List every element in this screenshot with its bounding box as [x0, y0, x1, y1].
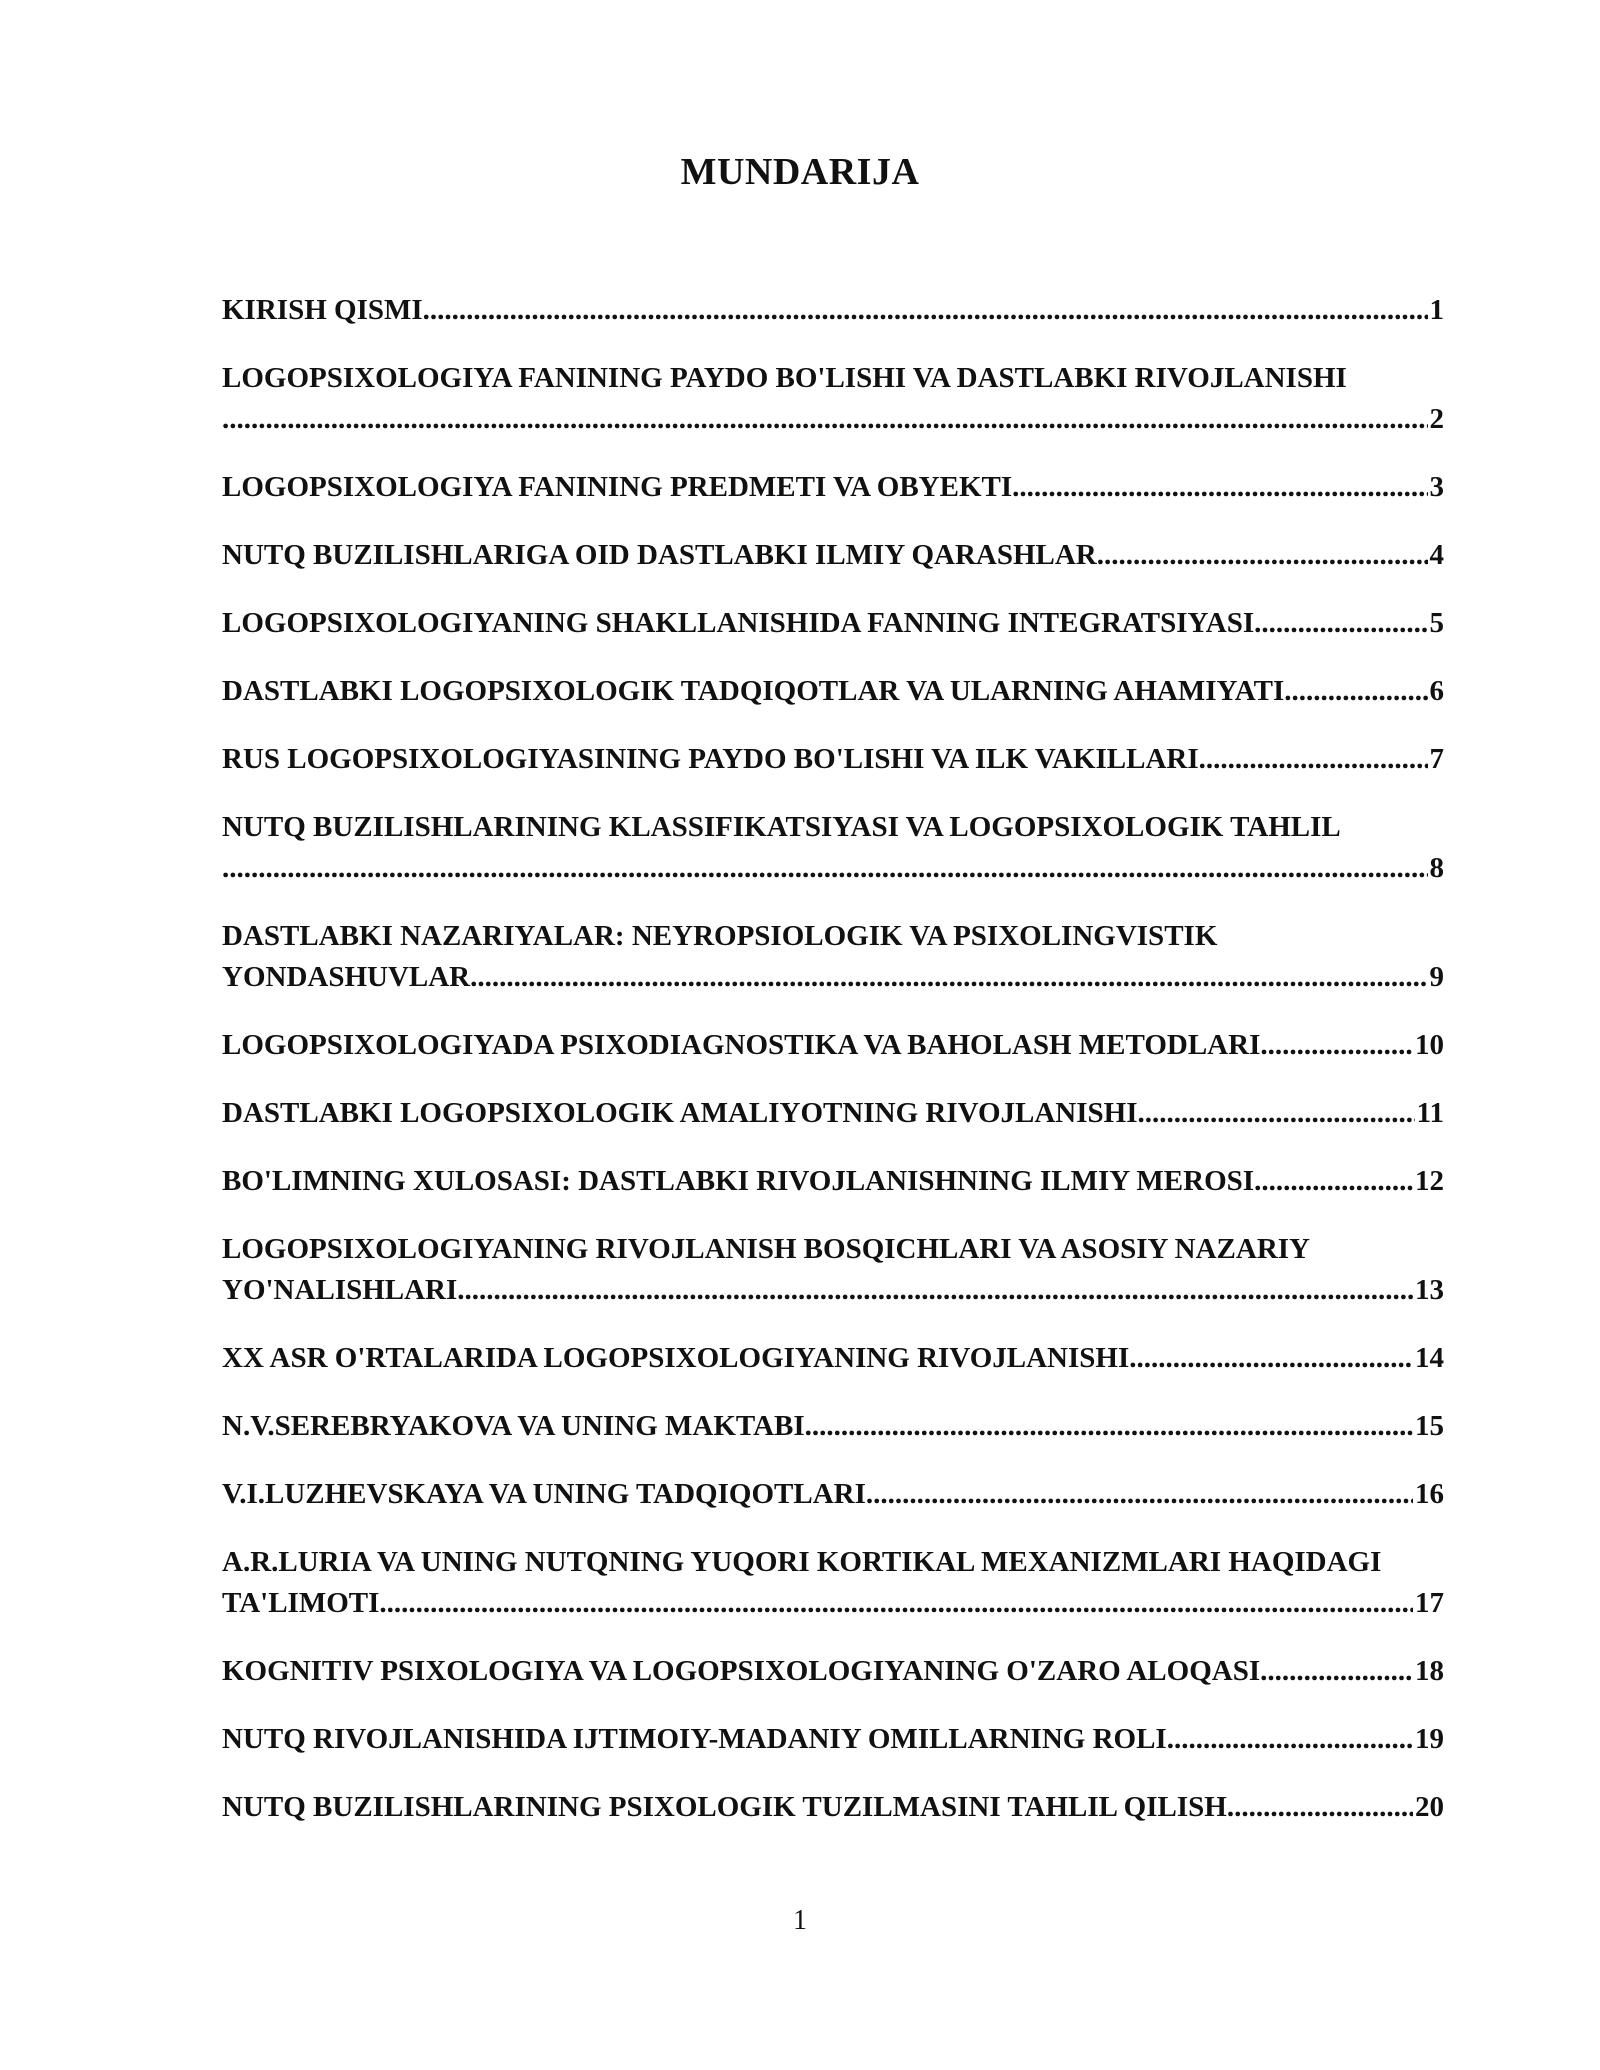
toc-entry-line: [222, 1474, 1444, 1515]
toc-page-number: 18: [1415, 1655, 1444, 1687]
toc-entry-line: [222, 671, 1444, 712]
toc-entry-title: DASTLABKI NAZARIYALAR: NEYROPSIOLOGIK VA PSIXOLINGVISTIK: [222, 920, 1218, 952]
toc-entry-title: N.V.SEREBRYAKOVA VA UNING MAKTABI: [222, 1410, 805, 1442]
toc-entry-line: [222, 1338, 1444, 1379]
toc-entry-title: YO'NALISHLARI: [222, 1274, 458, 1306]
dot-leader: [222, 848, 1428, 889]
dot-leader: [457, 1270, 1413, 1311]
dot-leader: [866, 1474, 1413, 1515]
dot-leader: [470, 957, 1427, 998]
dot-leader: [1260, 1025, 1413, 1066]
toc-entry[interactable]: [222, 1542, 1444, 1624]
toc-entry[interactable]: [222, 1651, 1444, 1692]
toc-entry-line: [222, 1787, 1444, 1828]
dot-leader: [1167, 1719, 1413, 1760]
toc-page-number: 8: [1429, 852, 1444, 884]
dot-leader: [1097, 535, 1428, 576]
toc-entry-line: [222, 739, 1444, 780]
toc-entry-line: [222, 957, 1444, 998]
toc-entry-line: [222, 1093, 1444, 1134]
toc-entry[interactable]: [222, 807, 1444, 889]
toc-entry-line: [222, 1406, 1444, 1447]
toc-entry[interactable]: [222, 603, 1444, 644]
toc-page-number: 5: [1429, 607, 1444, 639]
toc-page-number: 19: [1415, 1723, 1444, 1755]
toc-entry-title: LOGOPSIXOLOGIYANING RIVOJLANISH BOSQICHLARI VA ASOSIY NAZARIY: [222, 1233, 1310, 1265]
toc-entry-title: YONDASHUVLAR: [222, 961, 471, 993]
toc-entry-title: DASTLABKI LOGOPSIXOLOGIK AMALIYOTNING RIVOJLANISHI: [222, 1097, 1138, 1129]
dot-leader: [1227, 1787, 1413, 1828]
toc-page-number: 15: [1415, 1410, 1444, 1442]
toc-entry[interactable]: [222, 1229, 1444, 1311]
toc-entry-title: LOGOPSIXOLOGIYANING SHAKLLANISHIDA FANNING INTEGRATSIYASI: [222, 607, 1255, 639]
toc-entry-line: [222, 399, 1444, 440]
toc-entry-line: [222, 1025, 1444, 1066]
toc-page-number: 12: [1415, 1165, 1444, 1197]
page-title: MUNDARIJA: [680, 151, 920, 193]
toc-entry-line: [222, 1161, 1444, 1202]
toc-entry[interactable]: [222, 358, 1444, 440]
toc-entry-title: NUTQ RIVOJLANISHIDA IJTIMOIY-MADANIY OMILLARNING ROLI: [222, 1723, 1167, 1755]
toc-entry-title: NUTQ BUZILISHLARIGA OID DASTLABKI ILMIY QARASHLAR: [222, 539, 1097, 571]
toc-page-number: 16: [1415, 1478, 1444, 1510]
toc-entry[interactable]: [222, 467, 1444, 508]
toc-entry[interactable]: [222, 290, 1444, 331]
toc-entry[interactable]: [222, 1161, 1444, 1202]
toc-page-number: 9: [1429, 961, 1444, 993]
toc-page-number: 10: [1415, 1029, 1444, 1061]
toc-entry[interactable]: [222, 1719, 1444, 1760]
toc-page-number: 3: [1429, 471, 1444, 503]
toc-entry[interactable]: [222, 916, 1444, 998]
toc-entry[interactable]: [222, 739, 1444, 780]
toc-entry[interactable]: [222, 1093, 1444, 1134]
toc-entry-title: DASTLABKI LOGOPSIXOLOGIK TADQIQOTLAR VA ULARNING AHAMIYATI: [222, 675, 1285, 707]
toc-page-number: 13: [1415, 1274, 1444, 1306]
toc-entry-title: LOGOPSIXOLOGIYA FANINING PREDMETI VA OBYEKTI: [222, 471, 1013, 503]
toc-page-number: 7: [1429, 743, 1444, 775]
dot-leader: [423, 290, 1428, 331]
toc-entry-title: KOGNITIV PSIXOLOGIYA VA LOGOPSIXOLOGIYANING O'ZARO ALOQASI: [222, 1655, 1261, 1687]
toc-page-number: 17: [1415, 1587, 1444, 1619]
toc-entry-title: A.R.LURIA VA UNING NUTQNING YUQORI KORTIKAL MEXANIZMLARI HAQIDAGI: [222, 1546, 1382, 1578]
dot-leader: [1254, 603, 1427, 644]
toc-entry-title: XX ASR O'RTALARIDA LOGOPSIXOLOGIYANING RIVOJLANISHI: [222, 1342, 1130, 1374]
toc-entry-title: NUTQ BUZILISHLARINING PSIXOLOGIK TUZILMASINI TAHLIL QILISH: [222, 1791, 1227, 1823]
toc-entry[interactable]: [222, 1406, 1444, 1447]
toc-page-number: 20: [1415, 1791, 1444, 1823]
toc-entry-line: [222, 603, 1444, 644]
dot-leader: [1284, 671, 1427, 712]
dot-leader: [1129, 1338, 1413, 1379]
toc-page-number: 6: [1429, 675, 1444, 707]
toc-entry-title: LOGOPSIXOLOGIYA FANINING PAYDO BO'LISHI VA DASTLABKI RIVOJLANISHI: [222, 362, 1347, 394]
toc-entry-line: [222, 1270, 1444, 1311]
dot-leader: [1260, 1651, 1413, 1692]
toc-entry-title: LOGOPSIXOLOGIYADA PSIXODIAGNOSTIKA VA BAHOLASH METODLARI: [222, 1029, 1261, 1061]
toc-page-number: 11: [1416, 1097, 1444, 1129]
toc-entry-title: NUTQ BUZILISHLARINING KLASSIFIKATSIYASI VA LOGOPSIXOLOGIK TAHLIL: [222, 811, 1341, 843]
toc-entry-line: [222, 290, 1444, 331]
dot-leader: [222, 399, 1428, 440]
toc-entry-line: [222, 1583, 1444, 1624]
toc-entry[interactable]: [222, 1474, 1444, 1515]
dot-leader: [1199, 739, 1428, 780]
toc-entry-title: RUS LOGOPSIXOLOGIYASINING PAYDO BO'LISHI VA ILK VAKILLARI: [222, 743, 1199, 775]
toc-entry-line: [222, 535, 1444, 576]
dot-leader: [379, 1583, 1413, 1624]
toc-entry[interactable]: [222, 1787, 1444, 1828]
toc-entry-title: TA'LIMOTI: [222, 1587, 380, 1619]
toc-entry[interactable]: [222, 671, 1444, 712]
dot-leader: [1012, 467, 1427, 508]
toc-entry[interactable]: [222, 535, 1444, 576]
page-number: 1: [793, 1905, 807, 1936]
toc-entry-line: [222, 848, 1444, 889]
dot-leader: [1254, 1161, 1413, 1202]
dot-leader: [1138, 1093, 1415, 1134]
toc-page-number: 1: [1429, 294, 1444, 326]
toc-entry-line: [222, 1719, 1444, 1760]
toc-page-number: 4: [1429, 539, 1444, 571]
table-of-contents: [222, 290, 1444, 1855]
toc-page-number: 2: [1429, 403, 1444, 435]
toc-entry-title: V.I.LUZHEVSKAYA VA UNING TADQIQOTLARI: [222, 1478, 866, 1510]
toc-entry-title: KIRISH QISMI: [222, 294, 423, 326]
dot-leader: [805, 1406, 1413, 1447]
toc-page-number: 14: [1415, 1342, 1444, 1374]
toc-entry-title: BO'LIMNING XULOSASI: DASTLABKI RIVOJLANISHNING ILMIY MEROSI: [222, 1165, 1255, 1197]
toc-entry[interactable]: [222, 1025, 1444, 1066]
toc-entry-line: [222, 1651, 1444, 1692]
toc-entry[interactable]: [222, 1338, 1444, 1379]
toc-entry-line: [222, 467, 1444, 508]
